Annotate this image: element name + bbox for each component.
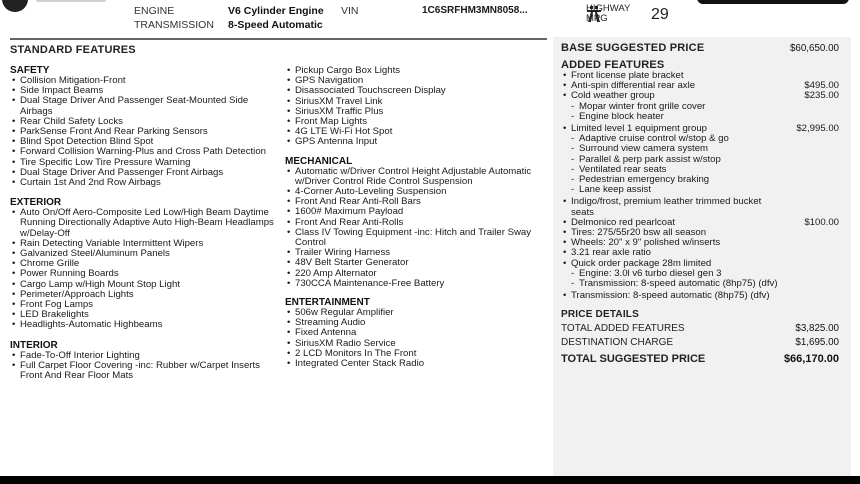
feature-item: • Collision Mitigation-Front (10, 76, 280, 86)
brand-name-placeholder (36, 0, 106, 2)
feature-item: • SiriusXM Radio Service (285, 339, 547, 349)
feature-item: • Front Map Lights (285, 117, 547, 127)
mechanical-title: MECHANICAL (285, 155, 353, 167)
added-feature-text: • Transmission: 8-speed automatic (8hp75) (dfv) (571, 290, 770, 302)
feature-item: • Side Impact Beams (10, 86, 280, 96)
added-feature-text: - Transmission: 8-speed automatic (8hp75) (dfv) (579, 278, 778, 290)
vin-value: 1C6SRFHM3MN8058... (422, 5, 528, 16)
spec-value-engine: V6 Cylinder Engine (228, 5, 324, 17)
feature-item: • Front Fog Lamps (10, 300, 280, 310)
feature-item: • SiriusXM Travel Link (285, 97, 547, 107)
added-feature-text: • Wheels: 20" x 9" polished w/inserts (571, 237, 721, 249)
destination-label: DESTINATION CHARGE (561, 337, 674, 349)
feature-item: • 48V Belt Starter Generator (285, 258, 547, 268)
feature-item: • Integrated Center Stack Radio (285, 359, 547, 369)
feature-item: • Automatic w/Driver Control Height Adjustable Automatic w/Driver Control Ride Control Suspension (285, 167, 547, 187)
mechanical-list (285, 167, 547, 289)
entertainment-title: ENTERTAINMENT (285, 297, 370, 309)
total-price-value: $66,170.00 (783, 353, 839, 366)
feature-item: • Disassociated Touchscreen Display (285, 86, 547, 96)
added-feature-text: - Engine block heater (579, 110, 664, 122)
standard-features-title: STANDARD FEATURES (10, 44, 136, 56)
spec-label-transmission: TRANSMISSION (134, 19, 214, 31)
feature-item: • 220 Amp Alternator (285, 269, 547, 279)
added-feature-text: - Surround view camera system (579, 143, 709, 155)
feature-item: • Class IV Towing Equipment -inc: Hitch and Trailer Sway Control (285, 228, 547, 248)
feature-item: • GPS Antenna Input (285, 137, 547, 147)
feature-item: • 2 LCD Monitors In The Front (285, 349, 547, 359)
base-price-value: $60,650.00 (789, 43, 839, 54)
feature-item: • SiriusXM Traffic Plus (285, 107, 547, 117)
highway-mpg-value: 29 (651, 6, 669, 23)
misc-list (285, 66, 547, 148)
feature-item: • LED Brakelights (10, 310, 280, 320)
bottom-bar (0, 476, 860, 484)
price-details-title: PRICE DETAILS (561, 309, 639, 321)
added-feature-item (561, 291, 851, 301)
feature-item: • Cargo Lamp w/High Mount Stop Light (10, 280, 280, 290)
feature-item: • Pickup Cargo Box Lights (285, 66, 547, 76)
added-feature-text: • Quick order package 28m limited (571, 257, 712, 269)
feature-item: • 506w Regular Amplifier (285, 308, 547, 318)
feature-item: • Dual Stage Driver And Passenger Seat-Mounted Side Airbags (10, 96, 280, 116)
added-features-list (561, 71, 851, 301)
feature-item: • 1600# Maximum Payload (285, 207, 547, 217)
added-feature-text: - Mopar winter front grille cover (579, 100, 706, 112)
added-feature-text: • Cold weather group (571, 90, 655, 102)
feature-item: • Front And Rear Anti-Rolls (285, 218, 547, 228)
added-feature-price: $495.00 (804, 80, 839, 92)
highway-label (586, 4, 630, 23)
feature-item: • GPS Navigation (285, 76, 547, 86)
base-price-label: BASE SUGGESTED PRICE (561, 42, 705, 54)
feature-item: • 4G LTE Wi-Fi Hot Spot (285, 127, 547, 137)
feature-item: • Front And Rear Anti-Roll Bars (285, 197, 547, 207)
added-feature-text: • Indigo/frost, premium leather trimmed bucket seats (571, 196, 762, 218)
feature-item: • Fade-To-Off Interior Lighting (10, 351, 280, 361)
feature-item: • Tire Specific Low Tire Pressure Warning (10, 158, 280, 168)
feature-item: • Perimeter/Approach Lights (10, 290, 280, 300)
added-feature-text: - Pedestrian emergency braking (579, 174, 710, 186)
added-feature-price: $2,995.00 (796, 123, 839, 135)
feature-item: • 4-Corner Auto-Leveling Suspension (285, 187, 547, 197)
spec-label-engine: ENGINE (134, 5, 175, 17)
feature-item: • 730CCA Maintenance-Free Battery (285, 279, 547, 289)
feature-item: • Auto On/Off Aero-Composite Led Low/High Beam Daytime Running Directionally Adaptive Auto High-Beam Headlamps w/Delay-Off (10, 208, 280, 239)
added-feature-text: - Parallel & perp park assist w/stop (579, 153, 721, 165)
feature-item: • Streaming Audio (285, 318, 547, 328)
added-feature-text: • Front license plate bracket (571, 70, 684, 81)
added-feature-price: $235.00 (804, 90, 839, 102)
added-feature-text: - Engine: 3.0l v6 turbo diesel gen 3 (579, 267, 722, 279)
highway-label-line1: HIGHWAY (586, 3, 631, 14)
added-feature-text: - Adaptive cruise control w/stop & go (579, 133, 729, 145)
added-feature-text: • Limited level 1 equipment group (571, 123, 707, 135)
feature-item: • Fixed Antenna (285, 328, 547, 338)
added-feature-text: • Delmonico red pearlcoat (571, 216, 675, 228)
exterior-title: EXTERIOR (10, 197, 62, 209)
added-feature-item (561, 112, 851, 122)
exterior-list (10, 208, 280, 330)
added-feature-text: • 3.21 rear axle ratio (571, 247, 651, 259)
feature-item: • Headlights-Automatic Highbeams (10, 320, 280, 330)
feature-item: • Galvanized Steel/Aluminum Panels (10, 249, 280, 259)
entertainment-list (285, 308, 547, 369)
highway-label-line2: MPG (586, 12, 608, 24)
feature-item: • Chrome Grille (10, 259, 280, 269)
added-feature-price: $100.00 (804, 216, 839, 228)
pricing-panel (553, 37, 851, 476)
added-feature-item (561, 185, 851, 195)
feature-item: • Curtain 1st And 2nd Row Airbags (10, 178, 280, 188)
total-added-label: TOTAL ADDED FEATURES (561, 323, 685, 335)
feature-item: • ParkSense Front And Rear Parking Sensors (10, 127, 280, 137)
destination-value: $1,695.00 (795, 337, 839, 349)
added-feature-text: - Ventilated rear seats (579, 163, 667, 175)
spec-value-transmission: 8-Speed Automatic (228, 19, 323, 31)
features-column-left (10, 65, 280, 381)
safety-title: SAFETY (10, 65, 50, 76)
feature-item: • Full Carpet Floor Covering -inc: Rubber w/Carpet Inserts Front And Rear Floor Mats (10, 361, 280, 381)
feature-item: • Trailer Wiring Harness (285, 248, 547, 258)
feature-item: • Rear Child Safety Locks (10, 117, 280, 127)
brand-logo-icon (2, 0, 28, 12)
added-feature-item (561, 197, 851, 217)
header-divider (10, 38, 547, 40)
feature-item: • Power Running Boards (10, 269, 280, 279)
added-feature-text: • Anti-spin differential rear axle (571, 80, 696, 92)
interior-title: INTERIOR (10, 339, 58, 351)
feature-item: • Dual Stage Driver And Passenger Front Airbags (10, 168, 280, 178)
added-features-title: ADDED FEATURES (561, 59, 665, 71)
total-price-label: TOTAL SUGGESTED PRICE (561, 353, 706, 366)
total-added-value: $3,825.00 (795, 323, 839, 335)
feature-item: • Blind Spot Detection Blind Spot (10, 137, 280, 147)
vin-label: VIN (341, 5, 359, 17)
added-feature-text: • Tires: 275/55r20 bsw all season (571, 227, 707, 239)
features-column-right (285, 66, 547, 369)
feature-item: • Forward Collision Warning-Plus and Cross Path Detection (10, 147, 280, 157)
feature-item: • Rain Detecting Variable Intermittent Wipers (10, 239, 280, 249)
added-feature-text: - Lane keep assist (579, 184, 651, 196)
added-feature-item (561, 279, 851, 289)
safety-list (10, 76, 280, 188)
interior-list (10, 351, 280, 382)
header-action-button[interactable] (697, 0, 849, 4)
